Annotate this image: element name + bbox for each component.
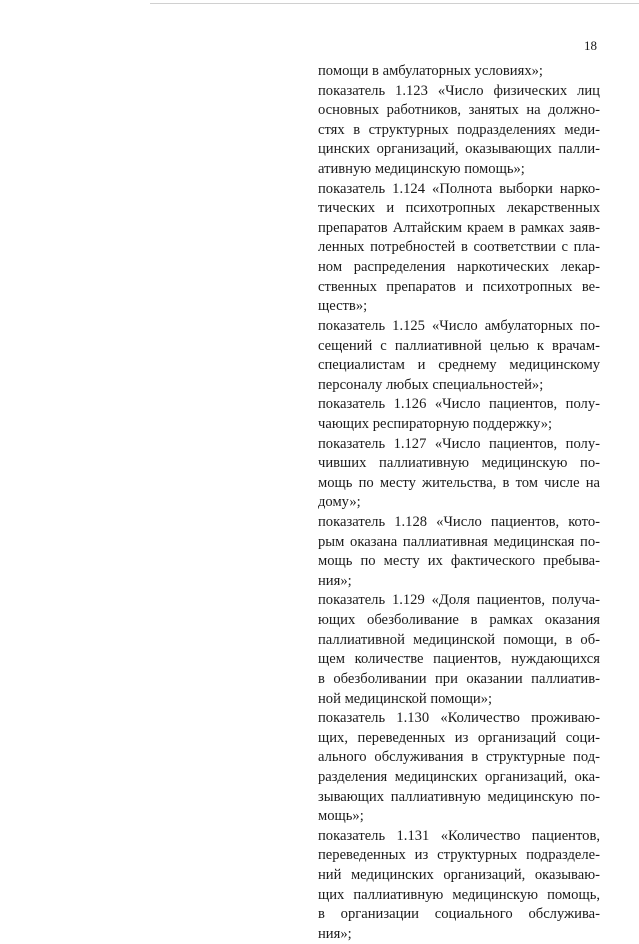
text-line: мощь по месту жительства, в том числе на bbox=[318, 474, 600, 491]
text-line: ального обслуживания в структурные под- bbox=[318, 749, 600, 766]
text-line: препаратов Алтайским краем в рамках заяв- bbox=[318, 219, 600, 236]
text-line: ществ»; bbox=[318, 298, 368, 315]
text-line: ативную медицинскую помощь»; bbox=[318, 161, 525, 178]
document-text-column bbox=[318, 62, 600, 944]
text-line: показатель 1.123 «Число физических лиц bbox=[318, 82, 600, 99]
text-line: показатель 1.127 «Число пациентов, полу- bbox=[318, 435, 600, 452]
text-line: показатель 1.131 «Количество пациентов, bbox=[318, 827, 600, 844]
text-line: мощь»; bbox=[318, 808, 364, 825]
text-line: ния»; bbox=[318, 925, 352, 942]
text-line: дому»; bbox=[318, 494, 361, 511]
page-number: 18 bbox=[584, 38, 597, 53]
text-line: показатель 1.128 «Число пациентов, кото- bbox=[318, 514, 600, 531]
text-line: основных работников, занятых на должно- bbox=[318, 102, 600, 119]
text-line: в обезболивании при оказании паллиатив- bbox=[318, 670, 600, 687]
text-line: щих паллиативную медицинскую помощь, bbox=[318, 886, 600, 903]
text-line: показатель 1.124 «Полнота выборки нарко- bbox=[318, 180, 600, 197]
text-line: тических и психотропных лекарственных bbox=[318, 200, 600, 217]
text-line: переведенных из структурных подразделе- bbox=[318, 847, 600, 864]
text-line: показатель 1.129 «Доля пациентов, получа- bbox=[318, 592, 600, 609]
text-line: ленных потребностей в соответствии с пла- bbox=[318, 239, 600, 256]
text-line: мощь по месту их фактического пребыва- bbox=[318, 553, 600, 570]
text-line: показатель 1.130 «Количество проживаю- bbox=[318, 710, 600, 727]
text-line: щих, переведенных из организаций соци- bbox=[318, 729, 600, 746]
text-line: паллиативной медицинской помощи, в об- bbox=[318, 631, 600, 648]
scan-top-edge-line bbox=[150, 3, 639, 4]
text-line: сещений с паллиативной целью к врачам- bbox=[318, 337, 600, 354]
text-line: специалистам и среднему медицинскому bbox=[318, 357, 600, 374]
text-line: ний медицинских организаций, оказываю- bbox=[318, 866, 600, 883]
text-line: цинских организаций, оказывающих палли- bbox=[318, 141, 600, 158]
text-line: чающих респираторную поддержку»; bbox=[318, 415, 553, 432]
text-line: ния»; bbox=[318, 572, 352, 589]
text-line: стях в структурных подразделениях меди- bbox=[318, 121, 600, 138]
text-line: рым оказана паллиативная медицинская по- bbox=[318, 533, 600, 550]
text-line: чивших паллиативную медицинскую по- bbox=[318, 455, 600, 472]
text-line: ном распределения наркотических лекар- bbox=[318, 259, 600, 276]
text-line: ственных препаратов и психотропных ве- bbox=[318, 278, 600, 295]
text-line: ющих обезболивание в рамках оказания bbox=[318, 612, 600, 629]
text-line: зывающих паллиативную медицинскую по- bbox=[318, 788, 600, 805]
text-line: показатель 1.126 «Число пациентов, полу- bbox=[318, 396, 600, 413]
text-line: разделения медицинских организаций, ока- bbox=[318, 768, 600, 785]
text-line: ной медицинской помощи»; bbox=[318, 690, 493, 707]
text-line: щем количестве пациентов, нуждающихся bbox=[318, 651, 600, 668]
text-line: помощи в амбулаторных условиях»; bbox=[318, 63, 543, 79]
text-line: показатель 1.125 «Число амбулаторных по- bbox=[318, 317, 600, 334]
text-line: в организации социального обслужива- bbox=[318, 906, 600, 923]
text-line: персоналу любых специальностей»; bbox=[318, 376, 544, 393]
